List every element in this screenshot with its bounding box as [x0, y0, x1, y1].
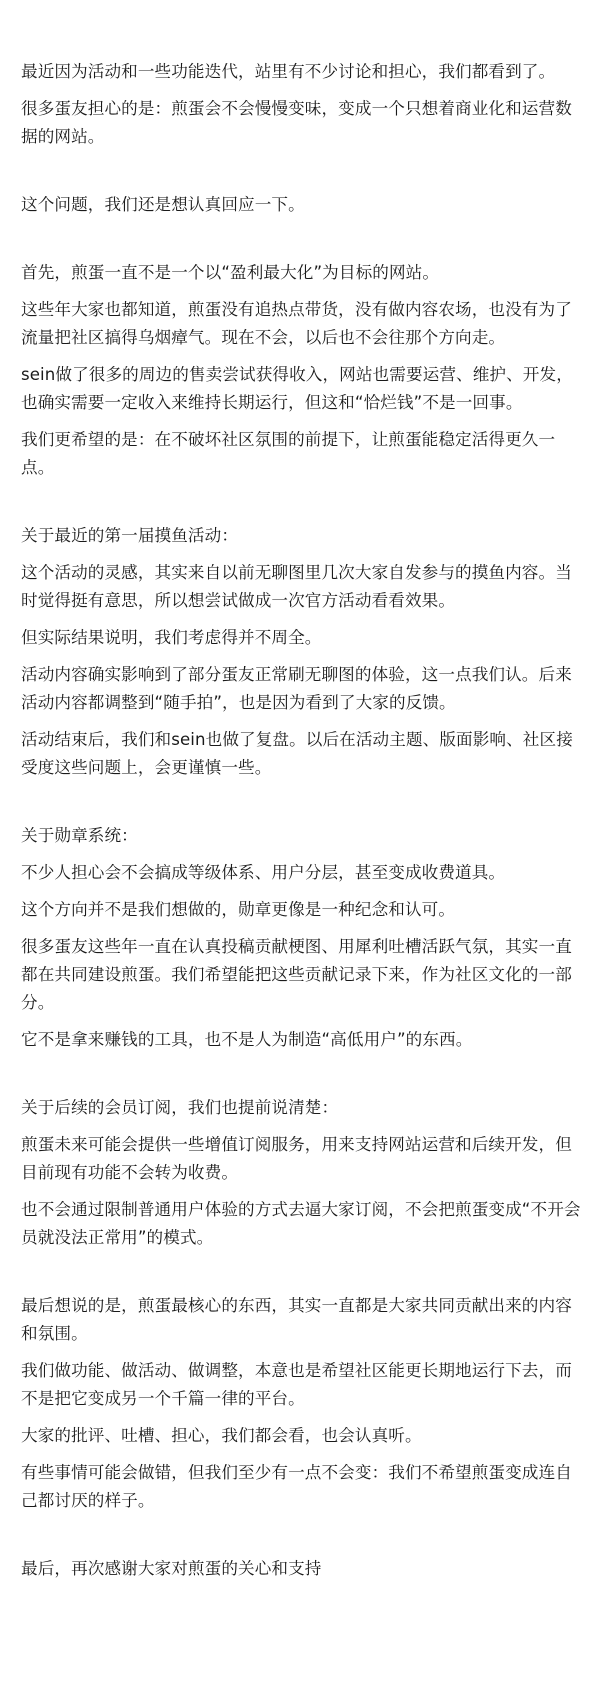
badge-section: [21, 822, 584, 1054]
section-spacer: [21, 782, 584, 822]
profit-section: [21, 259, 584, 482]
paragraph: 活动结束后，我们和sein也做了复盘。以后在活动主题、版面影响、社区接受度这些问题上，会更谨慎一些。: [21, 730, 573, 777]
paragraph: 有些事情可能会做错，但我们至少有一点不会变：我们不希望煎蛋变成连自己都讨厌的样子。: [21, 1463, 572, 1510]
paragraph: 但实际结果说明，我们考虑得并不周全。: [21, 628, 322, 647]
section-spacer: [21, 1515, 584, 1555]
paragraph: 大家的批评、吐槽、担心，我们都会看，也会认真听。: [21, 1426, 422, 1445]
section-spacer: [21, 482, 584, 522]
paragraph: 这个活动的灵感，其实来自以前无聊图里几次大家自发参与的摸鱼内容。当时觉得挺有意思，所以想尝试做成一次官方活动看看效果。: [21, 563, 572, 610]
paragraph: 最后，再次感谢大家对煎蛋的关心和支持: [21, 1559, 322, 1578]
paragraph: 这个问题，我们还是想认真回应一下。: [21, 195, 305, 214]
paragraph: 它不是拿来赚钱的工具，也不是人为制造“高低用户”的东西。: [21, 1030, 473, 1049]
closing-section: [21, 1292, 584, 1515]
paragraph: 关于后续的会员订阅，我们也提前说清楚：: [21, 1098, 339, 1117]
section-spacer: [21, 219, 584, 259]
paragraph: sein做了很多的周边的售卖尝试获得收入，网站也需要运营、维护、开发，也确实需要一定收入来维持长期运行，但这和“恰烂钱”不是一回事。: [21, 365, 573, 412]
paragraph: 这个方向并不是我们想做的，勋章更像是一种纪念和认可。: [21, 900, 456, 919]
intro-section: [21, 58, 584, 151]
paragraph: 不少人担心会不会搞成等级体系、用户分层，甚至变成收费道具。: [21, 863, 506, 882]
paragraph: 也不会通过限制普通用户体验的方式去逼大家订阅，不会把煎蛋变成“不开会员就没法正常用”的模式。: [21, 1200, 581, 1247]
paragraph: 关于勋章系统：: [21, 826, 138, 845]
section-spacer: [21, 1054, 584, 1094]
paragraph: 很多蛋友这些年一直在认真投稿贡献梗图、用犀利吐槽活跃气氛，其实一直都在共同建设煎蛋。我们希望能把这些贡献记录下来，作为社区文化的一部分。: [21, 937, 572, 1012]
paragraph: 煎蛋未来可能会提供一些增值订阅服务，用来支持网站运营和后续开发，但目前现有功能不会转为收费。: [21, 1135, 572, 1182]
paragraph: 活动内容确实影响到了部分蛋友正常刷无聊图的体验，这一点我们认。后来活动内容都调整到“随手拍”，也是因为看到了大家的反馈。: [21, 665, 572, 712]
paragraph: 最后想说的是，煎蛋最核心的东西，其实一直都是大家共同贡献出来的内容和氛围。: [21, 1296, 572, 1343]
section-spacer: [21, 1252, 584, 1292]
paragraph: 首先，煎蛋一直不是一个以“盈利最大化”为目标的网站。: [21, 263, 440, 282]
paragraph: 关于最近的第一届摸鱼活动：: [21, 526, 239, 545]
thanks-section: [21, 1555, 584, 1583]
paragraph: 我们更希望的是：在不破坏社区氛围的前提下，让煎蛋能稳定活得更久一点。: [21, 430, 556, 477]
subscription-section: [21, 1094, 584, 1252]
paragraph: 我们做功能、做活动、做调整，本意也是希望社区能更长期地运行下去，而不是把它变成另一个千篇一律的平台。: [21, 1361, 572, 1408]
paragraph: 最近因为活动和一些功能迭代，站里有不少讨论和担心，我们都看到了。: [21, 62, 556, 81]
paragraph: 这些年大家也都知道，煎蛋没有追热点带货，没有做内容农场，也没有为了流量把社区搞得乌烟瘴气。现在不会，以后也不会往那个方向走。: [21, 300, 572, 347]
paragraph: 很多蛋友担心的是：煎蛋会不会慢慢变味，变成一个只想着商业化和运营数据的网站。: [21, 99, 572, 146]
event-section: [21, 522, 584, 782]
response-section: [21, 191, 584, 219]
section-spacer: [21, 151, 584, 191]
